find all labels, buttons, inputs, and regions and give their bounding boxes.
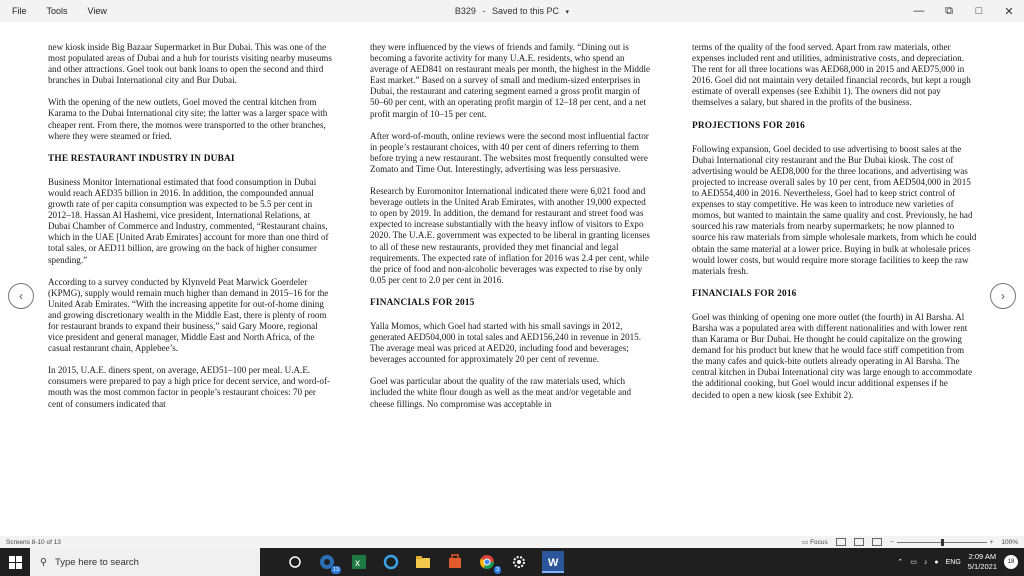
system-tray xyxy=(897,548,1018,576)
clock-date: 5/1/2021 xyxy=(967,562,997,571)
edge-badge: 13 xyxy=(332,567,339,573)
menu-view[interactable]: View xyxy=(87,6,107,16)
text-column-3 xyxy=(692,42,977,412)
status-bar xyxy=(0,536,1024,548)
minimize-button[interactable]: — xyxy=(913,5,925,17)
restore-button[interactable]: ⧉ xyxy=(945,4,953,17)
search-placeholder: Type here to search xyxy=(54,556,139,568)
section-heading: FINANCIALS FOR 2016 xyxy=(692,288,797,299)
paragraph: Following expansion, Goel decided to use advertising to boost sales at the Dubai International city restaurant and the Bur Dubai kiosk. The cost of advertising would be AED8,000 for the three locations, and advertising was projected to increase overall sales by 10 per cent, from AED504,000 in 2015 to AED554,400 in 2016. Nevertheless, Goel had to keep strict control of expenses to stay competitive. He was keen to introduce new varieties of momos, but wanted to maintain the same quality and cost. Previously, he had sourced his raw materials from nearby supermarkets; he now planned to source his raw materials from simple wholesale markets, from which he could obtain the same material at a lower price. Buying in bulk at wholesale prices would lower costs, but would require more storage facilities to keep the raw materials fresh. xyxy=(692,143,977,276)
clock-time: 2:09 AM xyxy=(968,552,997,561)
pinned-apps xyxy=(286,551,564,573)
clock[interactable] xyxy=(968,552,997,572)
paragraph: Yalla Momos, which Goel had started with his small savings in 2012, generated AED504,000 in total sales and AED156,240 in revenue in 2015. The average meal was priced at AED20, including food and beverages; beverages accounted for approximately 20 per cent of revenue. xyxy=(370,320,641,365)
word-icon[interactable] xyxy=(542,551,564,573)
svg-text:W: W xyxy=(548,557,559,568)
internet-explorer-icon[interactable] xyxy=(382,553,400,571)
start-button[interactable] xyxy=(0,548,30,576)
chrome-badge: 3 xyxy=(495,567,499,573)
next-page-button[interactable] xyxy=(990,283,1016,309)
search-icon: ⚲ xyxy=(40,556,47,568)
settings-icon[interactable] xyxy=(510,553,528,571)
cortana-icon[interactable] xyxy=(286,553,304,571)
section-heading: PROJECTIONS FOR 2016 xyxy=(692,120,805,131)
taskbar-search[interactable] xyxy=(30,548,260,576)
section-heading: THE RESTAURANT INDUSTRY IN DUBAI xyxy=(48,153,235,164)
section-heading: FINANCIALS FOR 2015 xyxy=(370,297,475,308)
previous-page-button[interactable] xyxy=(8,283,34,309)
print-layout-icon[interactable] xyxy=(836,538,846,546)
paragraph: terms of the quality of the food served. Apart from raw materials, other expenses included rent and utilities, administrative costs, and depreciation. The rent for all three locations was AED68,000 in 2015 and AED75,000 in 2016. Goel did not maintain very detailed financial records, but kept a rough estimate of overall expenses (see Exhibit 1). The owners did not pay themselves a salary, but shared in the profits of the business. xyxy=(692,42,971,108)
store-icon[interactable] xyxy=(446,553,464,571)
text-column-1 xyxy=(48,42,333,421)
excel-icon[interactable] xyxy=(350,553,368,571)
document-name: B329 xyxy=(454,6,476,16)
language-indicator[interactable]: ENG xyxy=(945,558,961,566)
read-mode-icon[interactable] xyxy=(854,538,864,546)
paragraph: With the opening of the new outlets, Goel moved the central kitchen from Karama to the Dubai International city site; the latter was a larger space with cheaper rent. From there, the momos were transported to the other branches, where they were steamed or fried. xyxy=(48,97,328,141)
network-icon[interactable]: ▭ xyxy=(910,559,917,566)
text-column-2 xyxy=(370,42,655,421)
onedrive-icon[interactable]: ● xyxy=(934,558,939,566)
zoom-track[interactable] xyxy=(897,542,987,543)
paragraph: Goel was thinking of opening one more outlet (the fourth) in Al Barsha. Al Barsha was a populated area with different nationalities and with lower rent than Karama or Bur Dubai. He thought he could capitalize on the growing demand for his product but knew that he would face stiff competition from the many cafes and quick-bite outlets already operating in Al Barsha. The central kitchen in Dubai International city was large enough to accommodate the additional cooking, but Goel would incur additional expenses if he decided to open a new kiosk (see Exhibit 2). xyxy=(692,311,973,400)
menu-tools[interactable]: Tools xyxy=(46,6,68,16)
close-button[interactable]: ✕ xyxy=(1004,5,1014,18)
zoom-in-button[interactable]: + xyxy=(989,538,994,546)
save-status: Saved to this PC xyxy=(491,6,560,16)
show-hidden-icons-button[interactable]: ⌃ xyxy=(897,559,904,566)
zoom-out-button[interactable]: − xyxy=(889,538,894,546)
document-title xyxy=(0,0,1024,22)
paragraph: According to a survey conducted by Klynveld Peat Marwick Goerdeler (KPMG), supply would remain much higher than demand in 2015–16 for the United Arab Emirates. “With the increasing appetite for out-of-home dining and growing discretionary wealth in the Middle East, there is plenty of room for restaurant brands to expand their business,” said Gary Moore, regional vice president and general manager, Middle East and North Africa, of the casual restaurant chain, Applebee’s. xyxy=(48,276,329,354)
title-bar xyxy=(0,0,1024,22)
screen-count: Screens 8-10 of 13 xyxy=(6,538,61,546)
paragraph: Business Monitor International estimated that food consumption in Dubai would reach AED35 billion in 2016. In addition, the compounded annual growth rate of per capita consumption was expected to be 5.5 per cent in 2012–18. Hassan Al Hashemi, vice president, International Relations, at Dubai Chamber of Commerce and Industry, commented, “Restaurant chains, which in the UAE [United Arab Emirates] account for more than one third of total sales, or AED11 billion, are growing on the back of higher consumer spending.” xyxy=(48,176,329,265)
paragraph: Research by Euromonitor International indicated there were 6,021 food and beverage outlets in the United Arab Emirates, with another 19,000 expected to open by 2019. In addition, the demand for restaurant and street food was expected to increase substantially with the heavy inflow of visitors to Expo 2020. The U.A.E. government was expected to be liberal in granting licenses to all of these new restaurants, provided they met financial and legal requirements. The expected rate of inflation for 2016 was 2.4 per cent, while the price of food and non-alcoholic beverages was expected to rise by only 0.05 per cent to 2.0 per cent in 2016. xyxy=(370,186,650,285)
focus-label: Focus xyxy=(810,538,828,546)
volume-icon[interactable]: ♪ xyxy=(923,558,928,566)
taskbar xyxy=(0,548,1024,576)
notifications-button[interactable]: 18 xyxy=(1004,555,1018,569)
window-controls xyxy=(904,0,1024,22)
zoom-thumb[interactable] xyxy=(941,539,944,546)
paragraph: Goel was particular about the quality of the raw materials used, which included the white flour dough as well as the meat and/or vegetable and cheese fillings. No compromise was acceptable in xyxy=(370,376,632,409)
paragraph: they were influenced by the views of friends and family. “Dining out is becoming a favorite activity for many U.A.E. residents, who spend an average of AED841 on restaurant meals per month, the highest in the Middle East market.” Based on a survey of small and medium-sized enterprises in Dubai, the restaurant and catering segment earned a gross profit margin of 50–60 per cent, with an operating profit margin of 12–18 per cent, and a net profit margin of 10–15 per cent. xyxy=(370,42,651,119)
svg-text:x: x xyxy=(355,558,360,569)
chevron-right-icon: › xyxy=(1001,289,1005,303)
paragraph: new kiosk inside Big Bazaar Supermarket in Bur Dubai. This was one of the most populated areas of Dubai and a hub for tourists visiting nearby museums and other attractions. Goel took out bank loans to open the second and third branches in Dubai International city and Bur Dubai. xyxy=(48,42,332,86)
focus-button[interactable] xyxy=(802,538,828,546)
paragraph: After word-of-mouth, online reviews were the second most influential factor in people’s restaurant choices, with 40 per cent of diners referring to them before trying a new restaurant. The websites most frequently consulted were Zomato and Time Out. Interestingly, advertising was less persuasive. xyxy=(370,130,649,174)
explorer-icon[interactable] xyxy=(414,553,432,571)
title-separator: - xyxy=(482,6,486,16)
windows-logo-icon xyxy=(9,556,22,569)
chrome-icon[interactable] xyxy=(478,553,499,573)
maximize-button[interactable]: □ xyxy=(975,5,983,17)
paragraph: In 2015, U.A.E. diners spent, on average, AED51–100 per meal. U.A.E. consumers were prepared to pay a high price for decent service, and word-of-mouth was the most common factor in people’s restaurant choices: 70 per cent of consumers indicated that xyxy=(48,365,331,409)
edge-icon[interactable] xyxy=(318,553,339,573)
chevron-down-icon[interactable]: ▾ xyxy=(565,9,570,16)
zoom-level[interactable]: 100% xyxy=(1001,538,1018,546)
document-area[interactable] xyxy=(0,22,1024,536)
chevron-left-icon: ‹ xyxy=(19,289,23,303)
menu-file[interactable]: File xyxy=(12,6,27,16)
status-controls xyxy=(802,536,1018,548)
zoom-slider[interactable] xyxy=(890,539,994,546)
web-layout-icon[interactable] xyxy=(872,538,882,546)
focus-icon: ▭ xyxy=(801,539,809,546)
